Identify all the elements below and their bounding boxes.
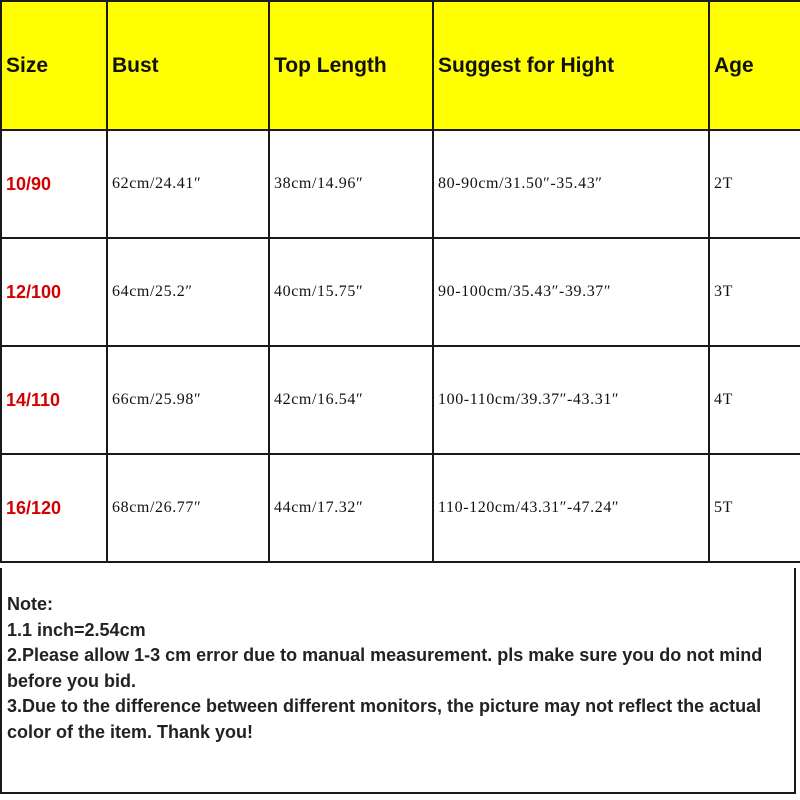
top-length-value: 44cm/17.32″ xyxy=(269,454,433,562)
note-line-3: 3.Due to the difference between different monitors, the picture may not reflect the actual color of the item. Thank you! xyxy=(7,696,762,742)
top-length-value: 42cm/16.54″ xyxy=(269,346,433,454)
top-length-value: 40cm/15.75″ xyxy=(269,238,433,346)
header-size: Size xyxy=(1,1,107,130)
header-bust: Bust xyxy=(107,1,269,130)
height-value: 90-100cm/35.43″-39.37″ xyxy=(433,238,709,346)
bust-value: 62cm/24.41″ xyxy=(107,130,269,238)
note-line-2: 2.Please allow 1-3 cm error due to manual measurement. pls make sure you do not mind before you bid. xyxy=(7,645,763,691)
age-value: 5T xyxy=(709,454,800,562)
table-row xyxy=(1,346,800,454)
table-row xyxy=(1,454,800,562)
header-row xyxy=(1,1,800,130)
age-value: 4T xyxy=(709,346,800,454)
bust-value: 64cm/25.2″ xyxy=(107,238,269,346)
notes-panel xyxy=(0,568,796,794)
table-row xyxy=(1,238,800,346)
note-line-1: 1.1 inch=2.54cm xyxy=(7,619,146,640)
header-age: Age xyxy=(709,1,800,130)
height-value: 80-90cm/31.50″-35.43″ xyxy=(433,130,709,238)
size-value: 16/120 xyxy=(1,454,107,562)
size-value: 14/110 xyxy=(1,346,107,454)
height-value: 110-120cm/43.31″-47.24″ xyxy=(433,454,709,562)
notes-title: Note: xyxy=(7,594,53,614)
height-value: 100-110cm/39.37″-43.31″ xyxy=(433,346,709,454)
bust-value: 66cm/25.98″ xyxy=(107,346,269,454)
size-value: 12/100 xyxy=(1,238,107,346)
header-suggested-height: Suggest for Hight xyxy=(433,1,709,130)
table-row xyxy=(1,130,800,238)
top-length-value: 38cm/14.96″ xyxy=(269,130,433,238)
age-value: 3T xyxy=(709,238,800,346)
header-top-length: Top Length xyxy=(269,1,433,130)
bust-value: 68cm/26.77″ xyxy=(107,454,269,562)
age-value: 2T xyxy=(709,130,800,238)
size-value: 10/90 xyxy=(1,130,107,238)
